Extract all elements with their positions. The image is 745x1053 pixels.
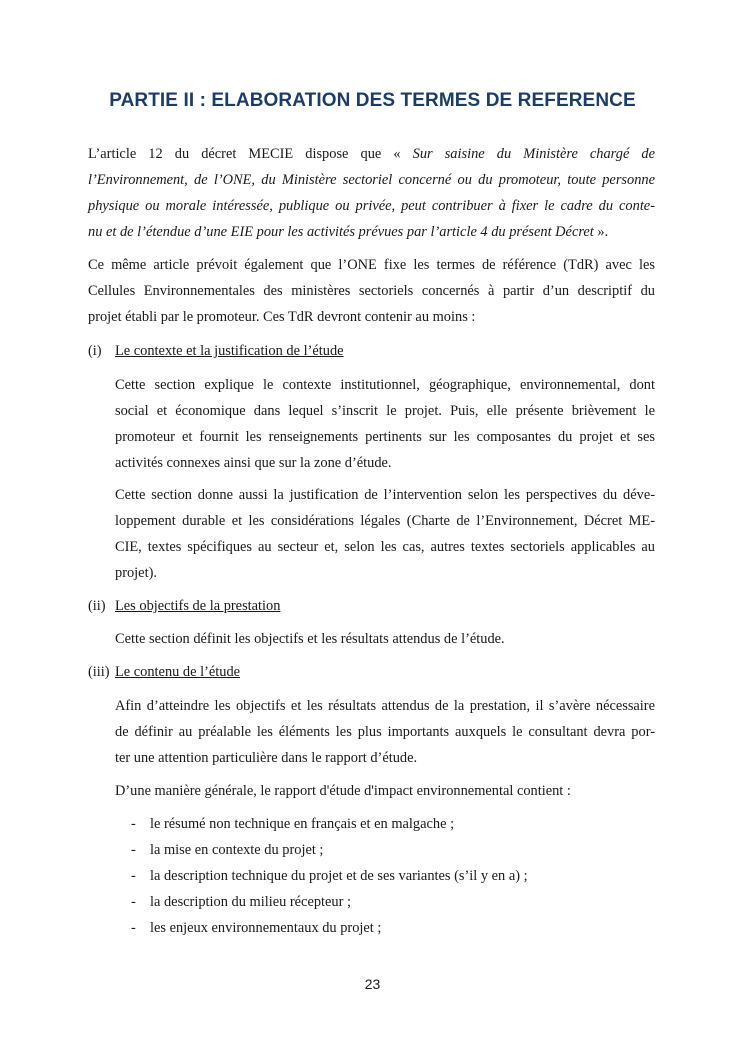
intro-line-1: L’article 12 du décret MECIE dispose que « Sur saisine du Ministère chargé de: [88, 146, 655, 162]
section-heading-objectives: (ii) Les objectifs de la prestation: [88, 598, 281, 614]
page-title: PARTIE II : ELABORATION DES TERMES DE REFERENCE: [109, 90, 636, 111]
section-heading-content: (iii) Le contenu de l’étude: [88, 664, 241, 680]
page-number: 23: [364, 976, 381, 992]
context-paragraph-1: Cette section explique le contexte institutionnel, géographique, environnemental, dont social et économique dans lequel s’inscrit le projet. Puis, elle présente brièvement le promoteur et fournit les renseignements pertinents sur les composantes du projet et ses activités connexes ainsi que sur la zone d’étude.: [115, 377, 655, 471]
list-item: - le résumé non technique en français et en malgache ;: [131, 816, 455, 832]
tdr-line-1: Ce même article prévoit également que l’ONE fixe les termes de référence (TdR) avec les: [88, 257, 655, 273]
intro-paragraph: [88, 141, 655, 245]
intro-line-4: nu et de l’étendue d’une EIE pour les activités prévues par l’article 4 du présent Décret ».: [88, 224, 609, 240]
list-item: - la description technique du projet et de ses variantes (s’il y en a) ;: [131, 868, 528, 884]
intro-line-3: physique ou morale intéressée, publique ou privée, peut contribuer à fixer le cadre du conte-: [88, 198, 655, 214]
content-paragraph-2: D’une manière générale, le rapport d'étude d'impact environnemental contient :: [115, 783, 571, 799]
content-paragraph-1: Afin d’atteindre les objectifs et les résultats attendus de la prestation, il s’avère nécessaire de définir au préalable les éléments les plus importants auxquels le consultant devra por- ter une attention particulière dans le rapport d’étude.: [115, 698, 655, 766]
intro-line-2: l’Environnement, de l’ONE, du Ministère sectoriel concerné ou du promoteur, toute personne: [88, 172, 655, 188]
list-item: - la mise en contexte du projet ;: [131, 842, 324, 858]
list-item: - la description du milieu récepteur ;: [131, 894, 351, 910]
objectives-paragraph: Cette section définit les objectifs et les résultats attendus de l’étude.: [115, 631, 505, 647]
section-heading-context: (i) Le contexte et la justification de l’étude: [88, 343, 344, 359]
tdr-line-3: projet établi par le promoteur. Ces TdR devront contenir au moins :: [88, 309, 476, 325]
list-item: - les enjeux environnementaux du projet ;: [131, 920, 382, 936]
context-paragraph-2: Cette section donne aussi la justification de l’intervention selon les perspectives du déve- loppement durable et les considérations légales (Charte de l’Environnement, Décret ME- CIE, textes spécifiques au secteur et, selon les cas, autres textes sectoriels applicables au projet).: [115, 487, 655, 581]
tdr-paragraph: [88, 252, 655, 330]
tdr-line-2: Cellules Environnementales des ministères sectoriels concernés à partir d’un descriptif du: [88, 283, 655, 299]
